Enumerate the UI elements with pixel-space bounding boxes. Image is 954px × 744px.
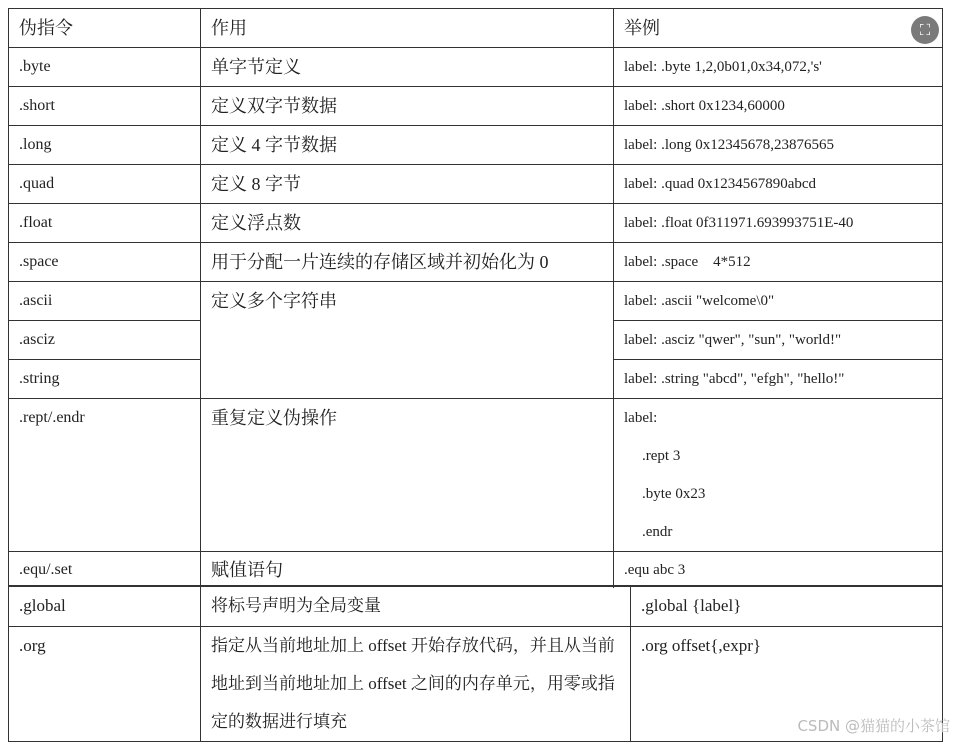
function-cell: 指定从当前地址加上 offset 开始存放代码，并且从当前地址到当前地址加上 offset 之间的内存单元，用零或指定的数据进行填充 bbox=[201, 626, 631, 741]
function-cell: 定义浮点数 bbox=[201, 204, 614, 243]
function-cell: 定义 8 字节 bbox=[201, 165, 614, 204]
directive-cell: .org bbox=[9, 626, 201, 741]
table-row bbox=[9, 552, 943, 589]
table-row bbox=[9, 165, 943, 204]
function-cell: 将标号声明为全局变量 bbox=[201, 586, 631, 626]
directive-cell: .global bbox=[9, 586, 201, 626]
table-row bbox=[9, 48, 943, 87]
example-cell: label: .byte 1,2,0b01,0x34,072,'s' bbox=[614, 48, 943, 87]
example-cell: label: .long 0x12345678,23876565 bbox=[614, 126, 943, 165]
example-cell: label: .short 0x1234,60000 bbox=[614, 87, 943, 126]
header-function: 作用 bbox=[201, 9, 614, 48]
function-cell: 重复定义伪操作 bbox=[201, 399, 614, 552]
table-row bbox=[9, 204, 943, 243]
directive-cell: .rept/.endr bbox=[9, 399, 201, 552]
watermark: CSDN @猫猫的小茶馆 bbox=[797, 717, 950, 735]
example-cell: .org offset{,expr} bbox=[631, 626, 943, 741]
pseudo-instruction-table bbox=[8, 8, 943, 588]
table-row bbox=[9, 399, 943, 552]
example-line: .rept 3 bbox=[642, 448, 681, 464]
directive-cell: .short bbox=[9, 87, 201, 126]
function-cell: 单字节定义 bbox=[201, 48, 614, 87]
directive-cell: .byte bbox=[9, 48, 201, 87]
example-line: label: bbox=[624, 410, 658, 426]
example-cell: label: .quad 0x1234567890abcd bbox=[614, 165, 943, 204]
example-cell: label: .ascii "welcome\0" bbox=[614, 282, 943, 321]
zoom-icon[interactable]: ⛶ bbox=[911, 16, 939, 44]
table-row bbox=[9, 126, 943, 165]
directive-cell: .equ/.set bbox=[9, 552, 201, 589]
header-example: 举例 bbox=[614, 9, 943, 48]
header-directive: 伪指令 bbox=[9, 9, 201, 48]
example-cell: label: .string "abcd", "efgh", "hello!" bbox=[614, 360, 943, 399]
directive-cell: .string bbox=[9, 360, 201, 399]
example-cell: .equ abc 3 bbox=[614, 552, 943, 589]
table-row bbox=[9, 243, 943, 282]
example-cell: .global {label} bbox=[631, 586, 943, 626]
table-row bbox=[9, 87, 943, 126]
function-cell: 定义多个字符串 bbox=[201, 282, 614, 399]
function-cell: 赋值语句 bbox=[201, 552, 614, 589]
directive-cell: .ascii bbox=[9, 282, 201, 321]
example-cell bbox=[614, 399, 943, 552]
directive-cell: .long bbox=[9, 126, 201, 165]
directive-cell: .float bbox=[9, 204, 201, 243]
table-row bbox=[9, 586, 943, 626]
function-cell: 定义双字节数据 bbox=[201, 87, 614, 126]
example-cell: label: .float 0f311971.693993751E-40 bbox=[614, 204, 943, 243]
function-cell: 定义 4 字节数据 bbox=[201, 126, 614, 165]
table-header-row bbox=[9, 9, 943, 48]
function-cell: 用于分配一片连续的存储区域并初始化为 0 bbox=[201, 243, 614, 282]
example-line: .endr bbox=[642, 524, 673, 540]
example-cell: label: .space 4*512 bbox=[614, 243, 943, 282]
example-cell: label: .asciz "qwer", "sun", "world!" bbox=[614, 321, 943, 360]
example-line: .byte 0x23 bbox=[642, 486, 706, 502]
directive-cell: .asciz bbox=[9, 321, 201, 360]
directive-cell: .space bbox=[9, 243, 201, 282]
table-row bbox=[9, 282, 943, 321]
directive-cell: .quad bbox=[9, 165, 201, 204]
